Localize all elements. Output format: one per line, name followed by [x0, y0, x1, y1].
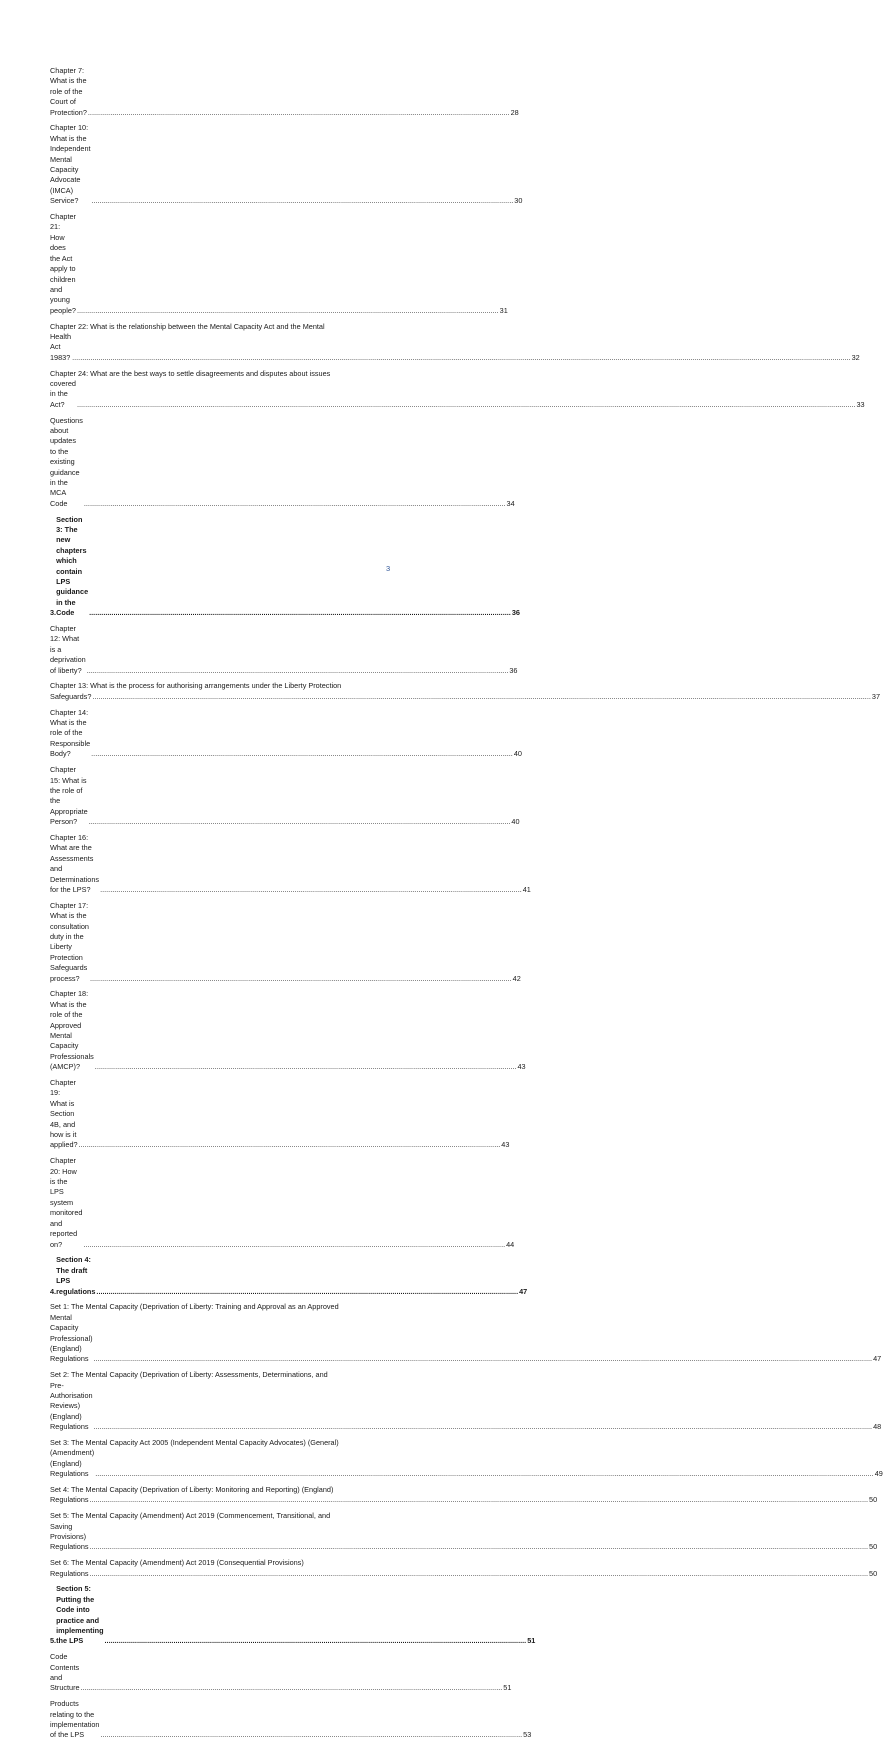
- toc-entry-page: 41: [522, 884, 531, 894]
- section-number: 5.: [50, 1636, 57, 1646]
- toc-entry-ch7[interactable]: [50, 66, 519, 118]
- section-number: 3.: [50, 608, 57, 618]
- toc-entry-page: 28: [510, 107, 519, 117]
- toc-entry-title: Chapter 20: How is the LPS system monitored and reported on?: [50, 1156, 83, 1249]
- toc-entry-ch20[interactable]: [50, 1156, 515, 1250]
- toc-entry-title-line1: Set 1: The Mental Capacity (Deprivation of Liberty: Training and Approval as an Approved: [50, 1302, 339, 1312]
- section-number: 4.: [50, 1286, 57, 1296]
- toc-entry-title-line1: Chapter 22: What is the relationship between the Mental Capacity Act and the Mental: [50, 321, 325, 331]
- toc-entry-page: 49: [874, 1469, 883, 1479]
- section-title: Section 3: The new chapters which contain LPS guidance in the Code: [56, 514, 89, 618]
- toc-entry-page: 40: [513, 749, 522, 759]
- toc-entry-ch19[interactable]: [50, 1078, 510, 1151]
- toc-entry-title-line1: Set 2: The Mental Capacity (Deprivation of Liberty: Assessments, Determinations, and: [50, 1370, 328, 1380]
- toc-entry-page: 30: [514, 196, 523, 206]
- toc-entry-set6[interactable]: Set 6: The Mental Capacity (Amendment) Act 2019 (Consequential Provisions) Regulations ..... ................................................................................................................................................................................ 50: [50, 1558, 392, 1579]
- toc-entry-title-line2: Regulations: [50, 1495, 89, 1505]
- toc-section-5[interactable]: [50, 1584, 536, 1646]
- toc-entry-title: Chapter 19: What is Section 4B, and how is it applied?: [50, 1078, 78, 1150]
- toc-entry-products[interactable]: [50, 1699, 532, 1741]
- toc-entry-set1[interactable]: Set 1: The Mental Capacity (Deprivation of Liberty: Training and Approval as an Approved Mental Capacity Professional) (England) Regulations ..... ................................................................................................................................................................................ 47: [50, 1302, 392, 1364]
- toc-entry-title: Questions about updates to the existing guidance in the MCA Code: [50, 415, 83, 508]
- toc-entry-title: Chapter 21: How does the Act apply to children and young people?: [50, 212, 76, 315]
- table-of-contents: [50, 66, 883, 1741]
- toc-entry-page: 53: [523, 1730, 532, 1740]
- toc-entry-page: 48: [873, 1422, 882, 1432]
- toc-entry-set3[interactable]: Set 3: The Mental Capacity Act 2005 (Independent Mental Capacity Advocates) (General) (Amendment) (England) Regulations ..... ................................................................................................................................................................................ 49: [50, 1438, 392, 1480]
- toc-entry-title-line2: Safeguards?: [50, 691, 92, 701]
- toc-entry-title-line2: Saving Provisions) Regulations: [50, 1521, 89, 1552]
- section-title: Section 5: Putting the Code into practice and implementing the LPS: [56, 1584, 104, 1646]
- toc-entry-title: Chapter 10: What is the Independent Mental Capacity Advocate (IMCA) Service?: [50, 123, 91, 206]
- toc-entry-set4[interactable]: Set 4: The Mental Capacity (Deprivation of Liberty: Monitoring and Reporting) (England) Regulations ..... ................................................................................................................................................................................ 50: [50, 1485, 392, 1506]
- toc-entry-title: Chapter 16: What are the Assessments and Determinations for the LPS?: [50, 832, 100, 894]
- toc-entry-title: Chapter 15: What is the role of the Appropriate Person?: [50, 765, 88, 827]
- toc-entry-ch15[interactable]: [50, 765, 520, 827]
- toc-entry-page: 34: [506, 498, 515, 508]
- toc-entry-page: 51: [503, 1683, 512, 1693]
- toc-entry-title-line2: Pre-Authorisation Reviews) (England) Regulations: [50, 1380, 93, 1432]
- toc-entry-page: 51: [527, 1636, 536, 1646]
- toc-entry-ch16[interactable]: [50, 832, 531, 895]
- toc-entry-title-line1: Set 5: The Mental Capacity (Amendment) Act 2019 (Commencement, Transitional, and: [50, 1511, 331, 1521]
- toc-entry-ch18[interactable]: [50, 989, 526, 1072]
- toc-entry-title-line2: Mental Capacity Professional) (England) Regulations: [50, 1312, 93, 1364]
- toc-entry-title-line2: Health Act 1983?: [50, 331, 72, 362]
- toc-entry-ch24[interactable]: Chapter 24: What are the best ways to settle disagreements and disputes about issues covered in the Act? ..... ................................................................................................................................................................................ 33: [50, 369, 392, 411]
- toc-entry-title-line1: Set 3: The Mental Capacity Act 2005 (Independent Mental Capacity Advocates) (General): [50, 1437, 339, 1447]
- toc-section-4[interactable]: [50, 1255, 528, 1297]
- toc-entry-title: Code Contents and Structure: [50, 1652, 80, 1693]
- toc-entry-title: Chapter 14: What is the role of the Responsible Body?: [50, 707, 91, 759]
- toc-entry-page: 50: [869, 1542, 878, 1552]
- toc-entry-page: 42: [512, 973, 521, 983]
- toc-entry-title: Products relating to the implementation of the LPS: [50, 1699, 100, 1740]
- toc-entry-page: 47: [873, 1354, 882, 1364]
- toc-entry-title-line1: Set 4: The Mental Capacity (Deprivation of Liberty: Monitoring and Reporting) (England): [50, 1485, 334, 1494]
- toc-entry-code-contents[interactable]: [50, 1652, 512, 1694]
- toc-entry-set5[interactable]: Set 5: The Mental Capacity (Amendment) Act 2019 (Commencement, Transitional, and Saving Provisions) Regulations ..... ................................................................................................................................................................................ 50: [50, 1511, 392, 1553]
- toc-entry-page: 50: [869, 1495, 878, 1505]
- toc-entry-title-line2: Regulations: [50, 1568, 89, 1578]
- toc-entry-page: 47: [519, 1286, 528, 1296]
- toc-entry-page: 36: [511, 608, 520, 618]
- toc-entry-ch13[interactable]: Chapter 13: What is the process for authorising arrangements under the Liberty Protection Safeguards? ..... ................................................................................................................................................................................ 37: [50, 681, 392, 702]
- toc-entry-ch10[interactable]: [50, 123, 523, 206]
- toc-entry-title-line2: covered in the Act?: [50, 378, 76, 409]
- toc-entry-title-line1: Chapter 13: What is the process for authorising arrangements under the Liberty Protection: [50, 681, 342, 691]
- page-number: 3: [386, 564, 391, 573]
- toc-entry-title-line1: Chapter 24: What are the best ways to settle disagreements and disputes about issues: [50, 368, 331, 378]
- toc-entry-page: 40: [511, 817, 520, 827]
- toc-entry-page: 37: [871, 691, 881, 701]
- toc-entry-ch21[interactable]: [50, 212, 508, 316]
- toc-entry-ch14[interactable]: [50, 707, 522, 760]
- toc-entry-ch17[interactable]: [50, 900, 521, 984]
- toc-entry-title: Chapter 12: What is a deprivation of liberty?: [50, 624, 86, 675]
- toc-section-3[interactable]: [50, 514, 520, 619]
- section-title: Section 4: The draft LPS regulations: [56, 1255, 96, 1296]
- toc-entry-ch12[interactable]: [50, 624, 518, 676]
- toc-entry-page: 50: [869, 1568, 878, 1578]
- toc-entry-title: Chapter 7: What is the role of the Court of Protection?: [50, 66, 87, 117]
- toc-entry-page: 43: [517, 1062, 526, 1072]
- toc-entry-title: Chapter 18: What is the role of the Approved Mental Capacity Professionals (AMCP)?: [50, 989, 94, 1072]
- toc-entry-set2[interactable]: Set 2: The Mental Capacity (Deprivation of Liberty: Assessments, Determinations, and Pre-Authorisation Reviews) (England) Regulations ..... ................................................................................................................................................................................ 48: [50, 1370, 392, 1432]
- toc-entry-page: 36: [509, 665, 518, 675]
- toc-entry-title-line1: Set 6: The Mental Capacity (Amendment) Act 2019 (Consequential Provisions): [50, 1558, 304, 1568]
- toc-entry-page: 44: [506, 1239, 515, 1249]
- toc-entry-page: 32: [851, 352, 860, 362]
- toc-entry-page: 43: [501, 1140, 510, 1150]
- toc-entry-updates[interactable]: [50, 415, 515, 510]
- toc-entry-ch22[interactable]: Chapter 22: What is the relationship between the Mental Capacity Act and the Mental Health Act 1983? ..... ................................................................................................................................................................................ 32: [50, 322, 392, 364]
- toc-entry-page: 31: [499, 305, 508, 315]
- toc-entry-title: Chapter 17: What is the consultation duty in the Liberty Protection Safeguards process?: [50, 900, 89, 983]
- toc-entry-page: 33: [856, 399, 865, 409]
- toc-entry-title-line2: (Amendment) (England) Regulations: [50, 1448, 95, 1479]
